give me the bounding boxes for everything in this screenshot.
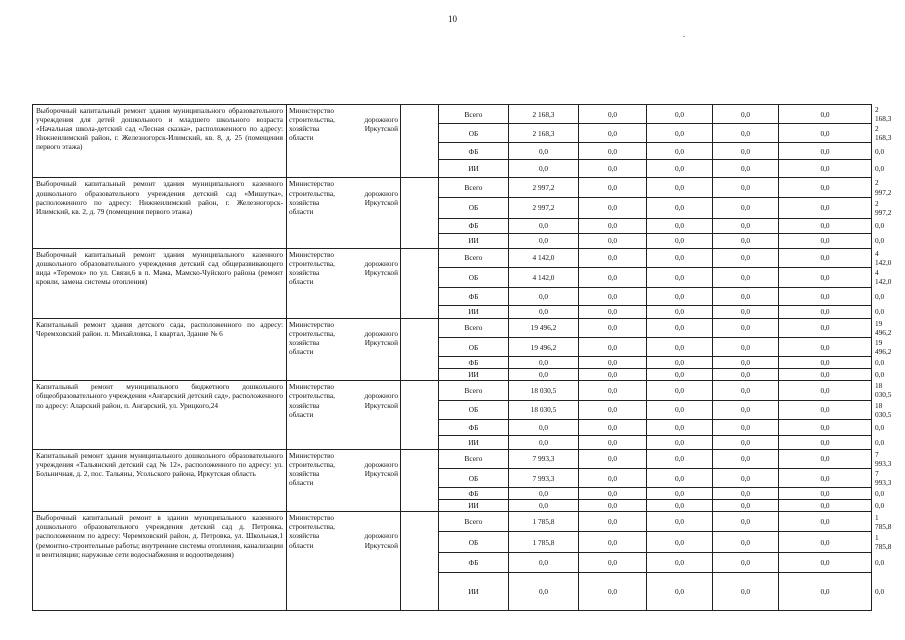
funding-source-cell: ФБ (439, 218, 509, 233)
amount-cell: 19 496,2 (509, 338, 579, 357)
amount-cell: 0,0 (509, 553, 579, 573)
amount-cell: 19 496,2 (509, 318, 579, 337)
ministry-text: Министерство (289, 382, 334, 392)
responsible-ministry-cell (287, 105, 401, 178)
amount-cell: 4 142,0 (509, 267, 579, 287)
empty-cell (401, 381, 439, 449)
responsible-ministry-cell (287, 178, 401, 248)
amount-cell: 0,0 (713, 287, 779, 305)
amount-cell: 0,0 (713, 178, 779, 197)
amount-cell: 0,0 (647, 267, 713, 287)
ministry-text: строительства, (289, 459, 335, 469)
amount-cell: 0,0 (779, 267, 872, 287)
project-name-cell: Выборочный капитальный ремонт здания муниципального казенного дошкольного образовательного учреждения детский сад общеразвивающего вида «Теремок» по ул. Связи,6 в п. Мама, Мамско-Чуйского района (ремонт кровли, замена системы отопления) (33, 248, 287, 318)
amount-cell: 0,0 (579, 573, 647, 611)
project-name-cell: Капитальный ремонт здания детского сада, расположенного по адресу: Черемховский район. п. Михайловка, 1 квартал, Здание № 6 (33, 318, 287, 380)
amount-cell: 0,0 (713, 197, 779, 218)
ministry-text: Министерство (289, 450, 334, 460)
amount-cell: 0,0 (647, 435, 713, 449)
amount-cell: 0,0 (779, 369, 872, 381)
stray-mark: . (683, 30, 685, 39)
amount-cell: 0,0 (713, 338, 779, 357)
amount-cell: 0,0 (509, 287, 579, 305)
amount-cell: 0,0 (509, 500, 579, 512)
ministry-line (289, 451, 398, 460)
ministry-line (289, 189, 398, 198)
amount-cell: 0,0 (779, 500, 872, 512)
funding-source-cell: Всего (439, 512, 509, 532)
amount-cell: 0,0 (647, 305, 713, 318)
table-row: ФБ 0,0 0,0 0,0 0,0 0,0 0,0 (33, 419, 872, 435)
table-row: ОБ 19 496,2 0,0 0,0 0,0 0,0 19 496,2 (33, 338, 872, 357)
ministry-line (289, 513, 398, 522)
amount-cell: 0,0 (713, 512, 779, 532)
empty-cell (401, 248, 439, 318)
ministry-text: хозяйства (289, 267, 320, 277)
amount-cell: 0,0 (509, 419, 579, 435)
amount-cell: 0,0 (713, 500, 779, 512)
ministry-text: хозяйства (289, 531, 320, 541)
amount-cell: 0,0 (713, 233, 779, 248)
funding-source-cell: ФБ (439, 553, 509, 573)
amount-cell: 2 168,3 (509, 124, 579, 143)
table-row: ОБ 1 785,8 0,0 0,0 0,0 0,0 1 785,8 (33, 532, 872, 553)
amount-cell: 0,0 (779, 160, 872, 178)
amount-cell: 0,0 (579, 218, 647, 233)
amount-cell: 0,0 (713, 381, 779, 400)
project-name-cell: Выборочный капитальный ремонт здания муниципального образовательного учреждения для детей дошкольного и младшего школьного возраста «Начальная школа-детский сад «Лесная сказка», расположенного по адресу: Нижнеилимский район, г. Железногорск-Илимский, кв. 8, д. 25 (помещения первого этажа) (33, 105, 287, 178)
amount-cell: 0,0 (647, 532, 713, 553)
amount-cell: 0,0 (579, 287, 647, 305)
ministry-line (289, 250, 398, 259)
amount-cell: 0,0 (779, 178, 872, 197)
project-name-cell: Выборочный капитальный ремонт здания муниципального казенного дошкольного образовательного учреждения детский сад «Мишутка», расположенного по адресу: Нижнеилимский район, г. Железногорск-Илимский, кв. 2, д. 79 (помещения первого этажа) (33, 178, 287, 248)
ministry-text-right: дорожного (364, 115, 398, 125)
amount-cell: 0,0 (509, 233, 579, 248)
funding-source-cell: ИИ (439, 160, 509, 178)
amount-cell: 0,0 (779, 468, 872, 487)
amount-cell: 0,0 (509, 573, 579, 611)
amount-cell: 0,0 (779, 419, 872, 435)
amount-cell: 0,0 (779, 488, 872, 500)
funding-source-cell: ФБ (439, 143, 509, 160)
amount-cell: 0,0 (779, 553, 872, 573)
amount-cell: 0,0 (779, 532, 872, 553)
amount-cell: 0,0 (779, 305, 872, 318)
amount-cell: 0,0 (713, 267, 779, 287)
amount-cell: 0,0 (579, 178, 647, 197)
table-row: ФБ 0,0 0,0 0,0 0,0 0,0 0,0 (33, 553, 872, 573)
amount-cell: 0,0 (713, 419, 779, 435)
ministry-text-right: дорожного (364, 258, 398, 268)
page-number: 10 (448, 14, 457, 24)
amount-cell: 0,0 (779, 573, 872, 611)
amount-cell: 7 993,3 (509, 449, 579, 468)
table-row: Капитальный ремонт здания муниципального дошкольного образовательного учреждения «Тальянский детский сад № 12», расположенного по адресу: ул. Больничная, д. 2, пос. Тальяны, Усольского района, Иркутская область Министерство строительства, дорожного хозяйства Иркутской области Всего 7 993,3 0,0 0,0 0,0 0,0 7 993,3 (33, 449, 872, 468)
amount-cell: 2 997,2 (509, 178, 579, 197)
amount-cell: 0,0 (779, 381, 872, 400)
amount-cell: 0,0 (779, 338, 872, 357)
table-row: ИИ 0,0 0,0 0,0 0,0 0,0 0,0 (33, 500, 872, 512)
ministry-line (289, 115, 398, 124)
ministry-text: хозяйства (289, 468, 320, 478)
amount-cell: 0,0 (713, 400, 779, 419)
amount-cell: 0,0 (579, 248, 647, 267)
ministry-line (289, 259, 398, 268)
amount-cell: 0,0 (779, 400, 872, 419)
ministry-line (289, 522, 398, 531)
table-row: ИИ 0,0 0,0 0,0 0,0 0,0 0,0 (33, 573, 872, 611)
amount-cell: 0,0 (579, 468, 647, 487)
amount-cell: 0,0 (579, 233, 647, 248)
responsible-ministry-cell (287, 248, 401, 318)
amount-cell: 0,0 (713, 449, 779, 468)
responsible-ministry-cell (287, 318, 401, 380)
table-row: Капитальный ремонт здания детского сада, расположенного по адресу: Черемховский район. п. Михайловка, 1 квартал, Здание № 6 Министерство строительства, дорожного хозяйства Иркутской области Всего 19 496,2 0,0 0,0 0,0 0,0 19 496,2 (33, 318, 872, 337)
amount-cell: 0,0 (579, 419, 647, 435)
ministry-text-right: Иркутской (364, 468, 398, 478)
amount-cell: 0,0 (579, 305, 647, 318)
ministry-text-right: дорожного (364, 459, 398, 469)
amount-cell: 0,0 (647, 400, 713, 419)
ministry-text: хозяйства (289, 197, 320, 207)
amount-cell: 0,0 (579, 197, 647, 218)
amount-cell: 0,0 (579, 500, 647, 512)
amount-cell: 0,0 (779, 218, 872, 233)
amount-cell: 0,0 (713, 532, 779, 553)
funding-source-cell: Всего (439, 449, 509, 468)
ministry-text-right: дорожного (364, 391, 398, 401)
empty-cell (401, 512, 439, 611)
amount-cell: 0,0 (579, 267, 647, 287)
amount-cell: 0,0 (509, 218, 579, 233)
amount-cell: 0,0 (779, 449, 872, 468)
amount-cell: 0,0 (713, 488, 779, 500)
amount-cell: 1 785,8 (509, 512, 579, 532)
amount-cell: 0,0 (713, 143, 779, 160)
amount-cell: 0,0 (647, 468, 713, 487)
funding-source-cell: ОБ (439, 267, 509, 287)
amount-cell: 0,0 (579, 449, 647, 468)
amount-cell: 0,0 (579, 143, 647, 160)
amount-cell: 0,0 (579, 512, 647, 532)
funding-source-cell: ФБ (439, 357, 509, 369)
ministry-text: Министерство (289, 179, 334, 189)
amount-cell: 0,0 (647, 512, 713, 532)
amount-cell: 0,0 (579, 532, 647, 553)
amount-cell: 0,0 (579, 318, 647, 337)
ministry-line (289, 410, 398, 419)
amount-cell: 0,0 (647, 178, 713, 197)
ministry-line (289, 124, 398, 133)
ministry-line (289, 277, 398, 286)
ministry-text: строительства, (289, 522, 335, 532)
amount-cell: 0,0 (647, 233, 713, 248)
funding-source-cell: ОБ (439, 338, 509, 357)
amount-cell: 0,0 (779, 512, 872, 532)
table-row: ИИ 0,0 0,0 0,0 0,0 0,0 0,0 (33, 233, 872, 248)
table-row: ОБ 2 168,3 0,0 0,0 0,0 0,0 2 168,3 (33, 124, 872, 143)
ministry-text-right: Иркутской (364, 124, 398, 134)
empty-cell (401, 449, 439, 511)
ministry-text-right: Иркутской (364, 197, 398, 207)
ministry-line (289, 338, 398, 347)
amount-cell: 0,0 (713, 160, 779, 178)
amount-cell: 0,0 (509, 435, 579, 449)
amount-cell: 0,0 (779, 197, 872, 218)
ministry-line (289, 268, 398, 277)
amount-cell: 0,0 (579, 553, 647, 573)
amount-cell: 0,0 (713, 357, 779, 369)
amount-cell: 0,0 (509, 369, 579, 381)
responsible-ministry-cell (287, 449, 401, 511)
ministry-line (289, 320, 398, 329)
amount-cell: 0,0 (647, 318, 713, 337)
amount-cell: 1 785,8 (509, 532, 579, 553)
amount-cell: 0,0 (647, 357, 713, 369)
amount-cell: 0,0 (647, 573, 713, 611)
funding-source-cell: Всего (439, 318, 509, 337)
funding-source-cell: ОБ (439, 468, 509, 487)
table-row: Капитальный ремонт муниципального бюджетного дошкольного общеобразовательного учреждения «Ангарский детский сад», расположенного по адресу: Аларский район, п. Ангарский, ул. Урицкого,24 Министерство строительства, дорожного хозяйства Иркутской области Всего 18 030,5 0,0 0,0 0,0 0,0 18 030,5 (33, 381, 872, 400)
ministry-line (289, 329, 398, 338)
table-row: ИИ 0,0 0,0 0,0 0,0 0,0 0,0 (33, 305, 872, 318)
amount-cell: 0,0 (779, 287, 872, 305)
table-row: ФБ 0,0 0,0 0,0 0,0 0,0 0,0 (33, 357, 872, 369)
table-row: ФБ 0,0 0,0 0,0 0,0 0,0 0,0 (33, 488, 872, 500)
funding-source-cell: ИИ (439, 435, 509, 449)
ministry-text: Министерство (289, 513, 334, 523)
table-row: ФБ 0,0 0,0 0,0 0,0 0,0 0,0 (33, 218, 872, 233)
ministry-line (289, 541, 398, 550)
ministry-line (289, 207, 398, 216)
ministry-line (289, 133, 398, 142)
table-row: ИИ 0,0 0,0 0,0 0,0 0,0 0,0 (33, 435, 872, 449)
ministry-text: области (289, 409, 314, 419)
amount-cell: 0,0 (579, 338, 647, 357)
ministry-line (289, 391, 398, 400)
amount-cell: 0,0 (713, 468, 779, 487)
ministry-text: строительства, (289, 188, 335, 198)
ministry-text: строительства, (289, 391, 335, 401)
ministry-text: строительства, (289, 115, 335, 125)
ministry-line (289, 382, 398, 391)
table-row: ФБ 0,0 0,0 0,0 0,0 0,0 0,0 (33, 143, 872, 160)
amount-cell: 2 168,3 (509, 105, 579, 124)
amount-cell: 0,0 (647, 488, 713, 500)
amount-cell: 0,0 (779, 143, 872, 160)
funding-source-cell: Всего (439, 381, 509, 400)
amount-cell: 18 030,5 (509, 400, 579, 419)
amount-cell: 0,0 (779, 248, 872, 267)
table-row: Выборочный капитальный ремонт в здании муниципального казенного дошкольного образовательного учреждения детский сад д. Петровка, расположенном по адресу: Черемховский район, д. Петровка, ул. Школьная,1 (ремонтно-строительные работы; внутренние системы отопления, канализации и вентиляции; наружные сети водоснабжения и водоотведения) Министерство строительства, хозяйства дорожного области Иркутской Всего 1 785,8 0,0 0,0 0,0 0,0 1 785,8 (33, 512, 872, 532)
funding-source-cell: ОБ (439, 400, 509, 419)
ministry-line (289, 469, 398, 478)
funding-source-cell: Всего (439, 178, 509, 197)
project-name-cell: Выборочный капитальный ремонт в здании муниципального казенного дошкольного образовательного учреждения детский сад д. Петровка, расположенном по адресу: Черемховский район, д. Петровка, ул. Школьная,1 (ремонтно-строительные работы; внутренние системы отопления, канализации и вентиляции; наружные сети водоснабжения и водоотведения) (33, 512, 287, 611)
ministry-line (289, 401, 398, 410)
empty-cell (401, 178, 439, 248)
amount-cell: 0,0 (509, 305, 579, 318)
amount-cell: 0,0 (647, 124, 713, 143)
amount-cell: 0,0 (713, 218, 779, 233)
project-name-cell: Капитальный ремонт муниципального бюджетного дошкольного общеобразовательного учреждения «Ангарский детский сад», расположенного по адресу: Аларский район, п. Ангарский, ул. Урицкого,24 (33, 381, 287, 449)
amount-cell: 0,0 (579, 381, 647, 400)
amount-cell: 0,0 (647, 369, 713, 381)
amount-cell: 0,0 (779, 233, 872, 248)
amount-cell: 0,0 (779, 357, 872, 369)
funding-source-cell: ОБ (439, 532, 509, 553)
amount-cell: 0,0 (647, 197, 713, 218)
amount-cell: 0,0 (509, 160, 579, 178)
amount-cell: 0,0 (647, 500, 713, 512)
table-row: ОБ 7 993,3 0,0 0,0 0,0 0,0 7 993,3 (33, 468, 872, 487)
table-row: ОБ 2 997,2 0,0 0,0 0,0 0,0 2 997,2 (33, 197, 872, 218)
table-row: ОБ 18 030,5 0,0 0,0 0,0 0,0 18 030,5 (33, 400, 872, 419)
table-row: Выборочный капитальный ремонт здания муниципального образовательного учреждения для детей дошкольного и младшего школьного возраста «Начальная школа-детский сад «Лесная сказка», расположенного по адресу: Нижнеилимский район, г. Железногорск-Илимский, кв. 8, д. 25 (помещения первого этажа) Министерство строительства, дорожного хозяйства Иркутской области Всего 2 168,3 0,0 0,0 0,0 0,0 2 168,3 (33, 105, 872, 124)
ministry-line (289, 106, 398, 115)
ministry-text: строительства, (289, 258, 335, 268)
ministry-text: хозяйства (289, 400, 320, 410)
amount-cell: 0,0 (579, 160, 647, 178)
amount-cell: 0,0 (647, 553, 713, 573)
ministry-text: Министерство (289, 319, 334, 329)
amount-cell: 4 142,0 (509, 248, 579, 267)
funding-source-cell: ИИ (439, 500, 509, 512)
amount-cell: 0,0 (713, 318, 779, 337)
ministry-text: области (289, 276, 314, 286)
table-row: ИИ 0,0 0,0 0,0 0,0 0,0 0,0 (33, 160, 872, 178)
empty-cell (401, 105, 439, 178)
amount-cell: 0,0 (647, 381, 713, 400)
empty-cell (401, 318, 439, 380)
ministry-line (289, 179, 398, 188)
ministry-text-right: Иркутской (364, 338, 398, 348)
ministry-text-right: дорожного (364, 188, 398, 198)
funding-source-cell: ФБ (439, 488, 509, 500)
ministry-text: Министерство (289, 249, 334, 259)
ministry-text: области (289, 540, 314, 550)
amount-cell: 0,0 (579, 357, 647, 369)
amount-cell: 2 997,2 (509, 197, 579, 218)
table-row: ОБ 4 142,0 0,0 0,0 0,0 0,0 4 142,0 (33, 267, 872, 287)
amount-cell: 0,0 (647, 287, 713, 305)
amount-cell: 0,0 (647, 105, 713, 124)
table-row: Выборочный капитальный ремонт здания муниципального казенного дошкольного образовательного учреждения детский сад общеразвивающего вида «Теремок» по ул. Связи,6 в п. Мама, Мамско-Чуйского района (ремонт кровли, замена системы отопления) Министерство строительства, дорожного хозяйства Иркутской области Всего 4 142,0 0,0 0,0 0,0 0,0 4 142,0 (33, 248, 872, 267)
amount-cell: 18 030,5 (509, 381, 579, 400)
ministry-line (289, 478, 398, 487)
amount-cell: 0,0 (713, 248, 779, 267)
ministry-text: области (289, 347, 314, 357)
amount-cell: 0,0 (579, 369, 647, 381)
amount-cell: 0,0 (579, 400, 647, 419)
ministry-text-right: Иркутской (364, 400, 398, 410)
funding-source-cell: ФБ (439, 419, 509, 435)
funding-source-cell: ФБ (439, 287, 509, 305)
ministry-line (289, 460, 398, 469)
ministry-text-right: Иркутской (364, 540, 398, 550)
ministry-line (289, 347, 398, 356)
ministry-text: хозяйства (289, 124, 320, 134)
funding-source-cell: ИИ (439, 233, 509, 248)
amount-cell: 0,0 (647, 248, 713, 267)
amount-cell: 0,0 (713, 124, 779, 143)
funding-source-cell: Всего (439, 105, 509, 124)
funding-source-cell: ИИ (439, 573, 509, 611)
amount-cell: 0,0 (509, 357, 579, 369)
amount-cell: 0,0 (647, 338, 713, 357)
funding-source-cell: Всего (439, 248, 509, 267)
amount-cell: 0,0 (779, 105, 872, 124)
amount-cell: 0,0 (779, 435, 872, 449)
table-row: ИИ 0,0 0,0 0,0 0,0 0,0 0,0 (33, 369, 872, 381)
amount-cell: 0,0 (579, 488, 647, 500)
ministry-text: области (289, 478, 314, 488)
funding-source-cell: ОБ (439, 197, 509, 218)
funding-source-cell: ИИ (439, 305, 509, 318)
amount-cell: 0,0 (779, 318, 872, 337)
funding-source-cell: ИИ (439, 369, 509, 381)
ministry-text: области (289, 206, 314, 216)
ministry-line (289, 198, 398, 207)
amount-cell: 0,0 (713, 553, 779, 573)
amount-cell: 0,0 (647, 218, 713, 233)
amount-cell: 0,0 (579, 105, 647, 124)
amount-cell: 0,0 (779, 124, 872, 143)
funding-source-cell: ОБ (439, 124, 509, 143)
amount-cell: 0,0 (579, 124, 647, 143)
amount-cell: 0,0 (647, 449, 713, 468)
amount-cell: 0,0 (713, 105, 779, 124)
amount-cell: 0,0 (713, 435, 779, 449)
amount-cell: 0,0 (713, 305, 779, 318)
ministry-text: хозяйства (289, 338, 320, 348)
responsible-ministry-cell (287, 512, 401, 611)
project-name-cell: Капитальный ремонт здания муниципального дошкольного образовательного учреждения «Тальянский детский сад № 12», расположенного по адресу: ул. Больничная, д. 2, пос. Тальяны, Усольского района, Иркутская область (33, 449, 287, 511)
amount-cell: 0,0 (647, 419, 713, 435)
amount-cell: 0,0 (647, 160, 713, 178)
ministry-text: области (289, 133, 314, 143)
amount-cell: 0,0 (579, 435, 647, 449)
amount-cell: 0,0 (509, 143, 579, 160)
ministry-text: строительства, (289, 328, 335, 338)
ministry-text-right: Иркутской (364, 267, 398, 277)
amount-cell: 7 993,3 (509, 468, 579, 487)
responsible-ministry-cell (287, 381, 401, 449)
table-row: Выборочный капитальный ремонт здания муниципального казенного дошкольного образовательного учреждения детский сад «Мишутка», расположенного по адресу: Нижнеилимский район, г. Железногорск-Илимский, кв. 2, д. 79 (помещения первого этажа) Министерство строительства, дорожного хозяйства Иркутской области Всего 2 997,2 0,0 0,0 0,0 0,0 2 997,2 (33, 178, 872, 197)
amount-cell: 0,0 (647, 143, 713, 160)
ministry-text-right: дорожного (364, 328, 398, 338)
ministry-text: Министерство (289, 106, 334, 115)
ministry-text-right: дорожного (364, 531, 398, 541)
table-row: ФБ 0,0 0,0 0,0 0,0 0,0 0,0 (33, 287, 872, 305)
ministry-line (289, 531, 398, 540)
amount-cell: 0,0 (713, 369, 779, 381)
funding-table (32, 104, 892, 611)
amount-cell: 0,0 (509, 488, 579, 500)
amount-cell: 0,0 (713, 573, 779, 611)
